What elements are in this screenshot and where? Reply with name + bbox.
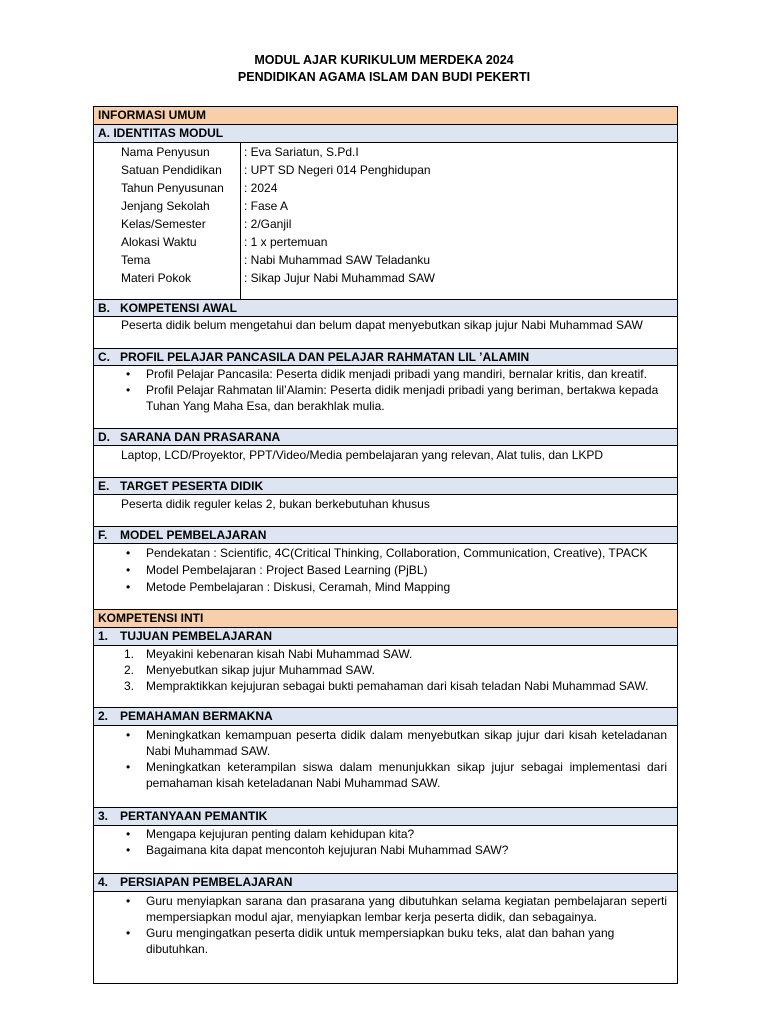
pertanyaan-list bbox=[94, 826, 667, 858]
identitas-value: : Sikap Jujur Nabi Muhammad SAW bbox=[244, 271, 435, 285]
identitas-value: : Fase A bbox=[244, 199, 289, 213]
identitas-row bbox=[94, 251, 677, 269]
identitas-value: : Eva Sariatun, S.Pd.I bbox=[244, 145, 359, 159]
list-item bbox=[94, 579, 667, 596]
section-number: 4. bbox=[98, 875, 109, 889]
section-pertanyaan-pemantik bbox=[94, 807, 677, 826]
bullet-icon: • bbox=[126, 580, 131, 594]
identitas-heading: A. IDENTITAS MODUL bbox=[98, 126, 224, 140]
bullet-icon: • bbox=[126, 926, 131, 940]
item-number: 3. bbox=[124, 679, 135, 693]
section-identitas-modul bbox=[94, 124, 677, 143]
identitas-key: Tema bbox=[121, 253, 151, 267]
list-item bbox=[94, 759, 667, 791]
identitas-key: Satuan Pendidikan bbox=[121, 163, 222, 177]
list-item-text: Pendekatan : Scientific, 4C(Critical Thinking, Collaboration, Communication, Creative), TPACK bbox=[146, 546, 648, 560]
list-item bbox=[94, 545, 667, 562]
list-item bbox=[94, 562, 667, 579]
identitas-key: Alokasi Waktu bbox=[121, 235, 197, 249]
list-item-text: Mengapa kejujuran penting dalam kehidupan kita? bbox=[146, 827, 415, 841]
target-text: Peserta didik reguler kelas 2, bukan berkebutuhan khusus bbox=[121, 497, 430, 511]
bullet-icon: • bbox=[126, 383, 131, 397]
section-model-pembelajaran bbox=[94, 526, 677, 544]
list-item-text: Guru mengingatkan peserta didik untuk mempersiapkan buku teks, alat dan bahan yang dibutuhkan. bbox=[146, 926, 615, 956]
list-item bbox=[94, 893, 667, 925]
list-item bbox=[94, 826, 667, 842]
kompetensi-awal-text: Peserta didik belum mengetahui dan belum dapat menyebutkan sikap jujur Nabi Muhammad SAW bbox=[121, 318, 643, 332]
bullet-icon: • bbox=[126, 894, 131, 908]
sarana-text: Laptop, LCD/Proyektor, PPT/Video/Media pembelajaran yang relevan, Alat tulis, dan LKPD bbox=[121, 448, 604, 462]
item-number: 2. bbox=[124, 663, 135, 677]
list-item-text: Menyebutkan sikap jujur Muhammad SAW. bbox=[146, 663, 375, 677]
identitas-row bbox=[94, 161, 677, 179]
identitas-row bbox=[94, 215, 677, 233]
list-item bbox=[94, 646, 667, 662]
identitas-key: Jenjang Sekolah bbox=[121, 199, 210, 213]
persiapan-list bbox=[94, 893, 667, 957]
section-heading: PEMAHAMAN BERMAKNA bbox=[120, 709, 273, 723]
section-heading: SARANA DAN PRASARANA bbox=[120, 430, 281, 444]
identitas-value: : 1 x pertemuan bbox=[244, 235, 328, 249]
bullet-icon: • bbox=[126, 843, 131, 857]
bullet-icon: • bbox=[126, 827, 131, 841]
module-table bbox=[93, 106, 678, 984]
profil-list bbox=[94, 366, 667, 414]
section-heading: PERSIAPAN PEMBELAJARAN bbox=[120, 875, 293, 889]
section-number: 1. bbox=[98, 629, 109, 643]
list-item-text: Mempraktikkan kejujuran sebagai bukti pemahaman dari kisah teladan Nabi Muhammad SAW. bbox=[146, 679, 649, 693]
section-sarana-prasarana bbox=[94, 428, 677, 446]
identitas-row bbox=[94, 233, 677, 251]
section-heading: PROFIL PELAJAR PANCASILA DAN PELAJAR RAHMATAN LIL ’ALAMIN bbox=[120, 350, 530, 364]
section-number: 3. bbox=[98, 809, 109, 823]
list-item-text: Bagaimana kita dapat mencontoh kejujuran Nabi Muhammad SAW? bbox=[146, 843, 509, 857]
section-heading: PERTANYAAN PEMANTIK bbox=[120, 809, 268, 823]
identitas-key: Tahun Penyusunan bbox=[121, 181, 224, 195]
list-item bbox=[94, 662, 667, 678]
section-heading: TUJUAN PEMBELAJARAN bbox=[120, 629, 273, 643]
section-profil-pelajar bbox=[94, 348, 677, 366]
document-title: MODUL AJAR KURIKULUM MERDEKA 2024 bbox=[254, 53, 514, 67]
bullet-icon: • bbox=[126, 367, 131, 381]
document-subtitle: PENDIDIKAN AGAMA ISLAM DAN BUDI PEKERTI bbox=[237, 70, 531, 84]
identitas-value: : UPT SD Negeri 014 Penghidupan bbox=[244, 163, 431, 177]
identitas-key: Kelas/Semester bbox=[121, 217, 206, 231]
identitas-key: Materi Pokok bbox=[121, 271, 192, 285]
list-item bbox=[94, 678, 667, 694]
section-heading: TARGET PESERTA DIDIK bbox=[120, 479, 264, 493]
list-item bbox=[94, 727, 667, 759]
section-number: D. bbox=[98, 430, 110, 444]
list-item-text: Profil Pelajar Pancasila: Peserta didik menjadi pribadi yang mandiri, bernalar kritis, dan kreatif. bbox=[146, 367, 647, 381]
tujuan-list bbox=[94, 646, 667, 694]
section-heading: MODEL PEMBELAJARAN bbox=[120, 528, 267, 542]
bullet-icon: • bbox=[126, 760, 131, 774]
list-item-text: Meningkatkan kemampuan peserta didik dalam menyebutkan sikap jujur dari kisah keteladanan Nabi Muhammad SAW. bbox=[146, 728, 667, 758]
section-number: B. bbox=[98, 301, 110, 315]
list-item-text: Meyakini kebenaran kisah Nabi Muhammad SAW. bbox=[146, 647, 413, 661]
list-item-text: Metode Pembelajaran : Diskusi, Ceramah, Mind Mapping bbox=[146, 580, 451, 594]
list-item-text: Guru menyiapkan sarana dan prasarana yang dibutuhkan selama kegiatan pembelajaran seperti mempersiapkan modul ajar, menyiapkan lembar kerja peserta didik, dan sebagainya. bbox=[146, 894, 667, 924]
section-heading: KOMPETENSI AWAL bbox=[120, 301, 237, 315]
pemahaman-list bbox=[94, 727, 667, 791]
list-item-text: Model Pembelajaran : Project Based Learning (PjBL) bbox=[146, 563, 428, 577]
identitas-divider bbox=[240, 143, 241, 299]
identitas-row bbox=[94, 179, 677, 197]
bullet-icon: • bbox=[126, 546, 131, 560]
section-kompetensi-inti: KOMPETENSI INTI bbox=[94, 609, 677, 628]
identitas-value: : Nabi Muhammad SAW Teladanku bbox=[244, 253, 431, 267]
identitas-key: Nama Penyusun bbox=[121, 145, 210, 159]
section-target-peserta bbox=[94, 477, 677, 495]
identitas-row bbox=[94, 269, 677, 287]
list-item bbox=[94, 382, 667, 414]
section-pemahaman-bermakna bbox=[94, 707, 677, 726]
list-item-text: Profil Pelajar Rahmatan lil’Alamin: Peserta didik menjadi pribadi yang beriman, bertakwa kepada Tuhan Yang Maha Esa, dan berakhlak mulia. bbox=[146, 383, 659, 413]
section-number: 2. bbox=[98, 709, 109, 723]
section-number: E. bbox=[98, 479, 110, 493]
section-tujuan-pembelajaran bbox=[94, 627, 677, 646]
item-number: 1. bbox=[124, 647, 135, 661]
bullet-icon: • bbox=[126, 563, 131, 577]
model-list bbox=[94, 545, 667, 596]
bullet-icon: • bbox=[126, 728, 131, 742]
section-informasi-umum: INFORMASI UMUM bbox=[94, 107, 677, 125]
identitas-row bbox=[94, 197, 677, 215]
list-item bbox=[94, 366, 667, 382]
identitas-row bbox=[94, 143, 677, 161]
section-number: C. bbox=[98, 350, 110, 364]
list-item bbox=[94, 925, 667, 957]
list-item bbox=[94, 842, 667, 858]
identitas-value: : 2024 bbox=[244, 181, 278, 195]
section-persiapan-pembelajaran bbox=[94, 873, 677, 892]
identitas-value: : 2/Ganjil bbox=[244, 217, 292, 231]
list-item-text: Meningkatkan keterampilan siswa dalam menunjukkan sikap jujur sebagai implementasi dari pemahaman kisah keteladanan Nabi Muhammad SAW. bbox=[146, 760, 667, 790]
section-number: F. bbox=[98, 528, 108, 542]
section-kompetensi-awal bbox=[94, 299, 677, 317]
